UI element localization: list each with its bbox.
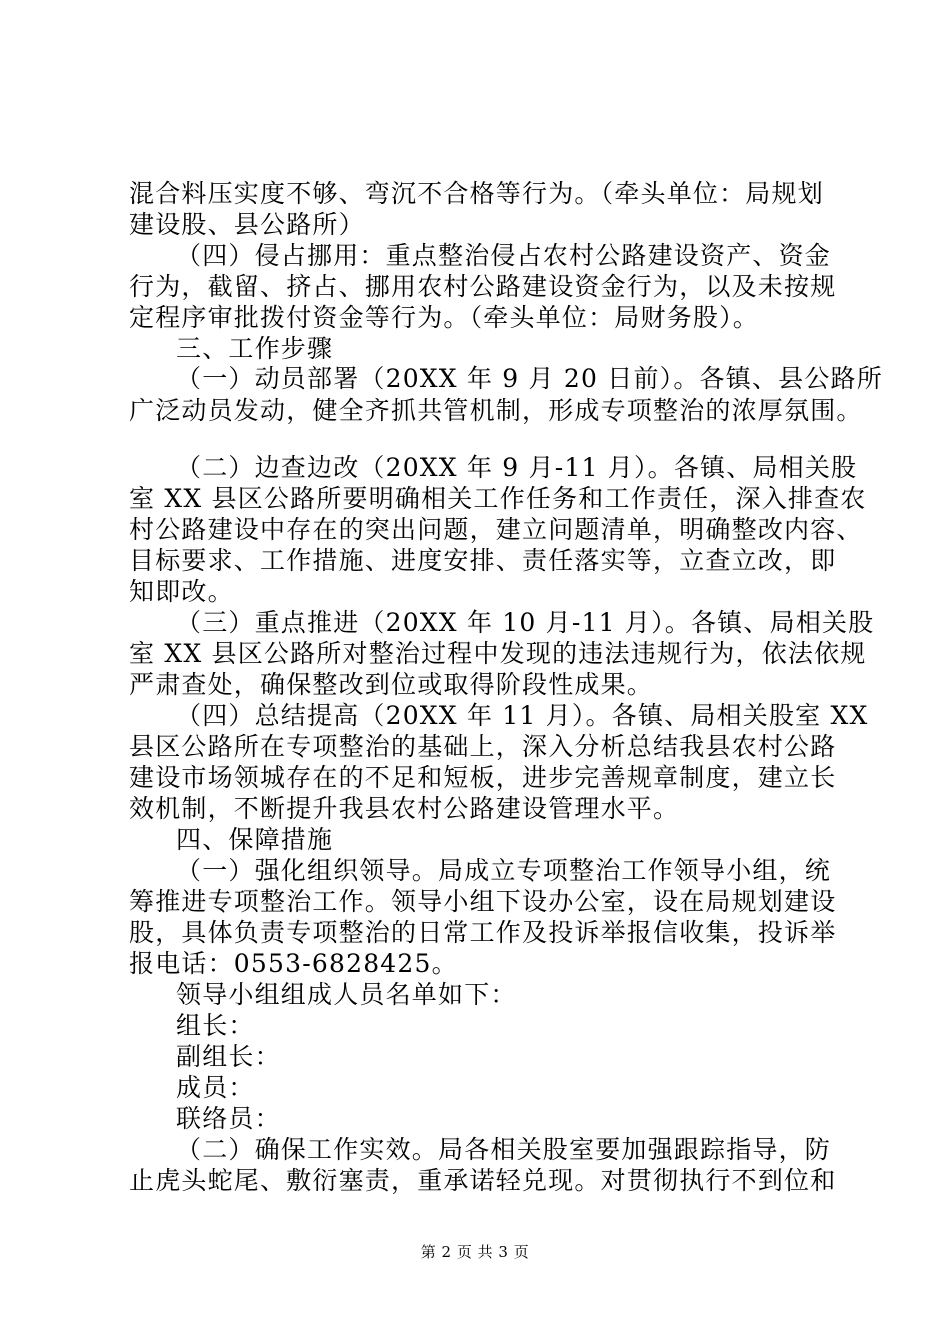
- text-line: 副组长：: [176, 1042, 281, 1071]
- text-line: 报电话：0553-6828425。: [129, 949, 458, 978]
- text-line: （一）动员部署（20XX 年 9 月 20 日前）。各镇、县公路所: [176, 364, 883, 393]
- text-line: 严肃查处，确保整改到位或取得阶段性成果。: [129, 670, 654, 699]
- text-line: 联络员：: [176, 1104, 281, 1133]
- page-number-footer: 第 2 页 共 3 页: [420, 1243, 530, 1261]
- text-line: （一）强化组织领导。局成立专项整治工作领导小组，统: [176, 856, 832, 885]
- text-line: 室 XX 县区公路所对整治过程中发现的违法违规行为，依法依规: [129, 639, 867, 668]
- text-line: （三）重点推进（20XX 年 10 月-11 月）。各镇、局相关股: [176, 608, 875, 637]
- text-line: 混合料压实度不够、弯沉不合格等行为。（牵头单位：局规划: [129, 179, 824, 208]
- text-line: 定程序审批拨付资金等行为。（牵头单位：局财务股）。: [129, 303, 760, 332]
- text-line: 领导小组组成人员名单如下：: [176, 980, 517, 1009]
- text-line: 室 XX 县区公路所要明确相关工作任务和工作责任，深入排查农: [129, 484, 867, 513]
- text-line: （二）边查边改（20XX 年 9 月-11 月）。各镇、局相关股: [176, 453, 858, 482]
- text-line: 效机制，不断提升我县农村公路建设管理水平。: [129, 794, 680, 823]
- text-line: 行为，截留、挤占、挪用农村公路建设资金行为，以及未按规: [129, 272, 837, 301]
- section-heading: 四、保障措施: [176, 825, 334, 854]
- text-line: 建设市场领城存在的不足和短板，进步完善规章制度，建立长: [129, 763, 837, 792]
- section-heading: 三、工作步骤: [176, 334, 334, 363]
- text-line: 村公路建设中存在的突出问题，建立问题清单，明确整改内容、: [129, 515, 863, 544]
- text-line: 县区公路所在专项整治的基础上，深入分析总结我县农村公路: [129, 732, 837, 761]
- text-line: 广泛动员发动，健全齐抓共管机制，形成专项整治的浓厚氛围。: [129, 396, 863, 425]
- text-line: 目标要求、工作措施、进度安排、责任落实等，立查立改，即: [129, 546, 837, 575]
- text-line: 股，具体负责专项整治的日常工作及投诉举报信收集，投诉举: [129, 918, 837, 947]
- text-line: （二）确保工作实效。局各相关股室要加强跟踪指导，防: [176, 1135, 832, 1164]
- text-line: 成员：: [176, 1073, 255, 1102]
- text-line: （四）总结提高（20XX 年 11 月）。各镇、局相关股室 XX: [176, 701, 869, 730]
- text-line: 知即改。: [129, 577, 234, 606]
- text-line: 组长：: [176, 1011, 255, 1040]
- text-line: 止虎头蛇尾、敷衍塞责，重承诺轻兑现。对贯彻执行不到位和: [129, 1166, 837, 1195]
- text-line: （四）侵占挪用：重点整治侵占农村公路建设资产、资金: [176, 241, 832, 270]
- text-line: 筹推进专项整治工作。领导小组下设办公室，设在局规划建设: [129, 887, 837, 916]
- text-line: 建设股、县公路所）: [129, 210, 365, 239]
